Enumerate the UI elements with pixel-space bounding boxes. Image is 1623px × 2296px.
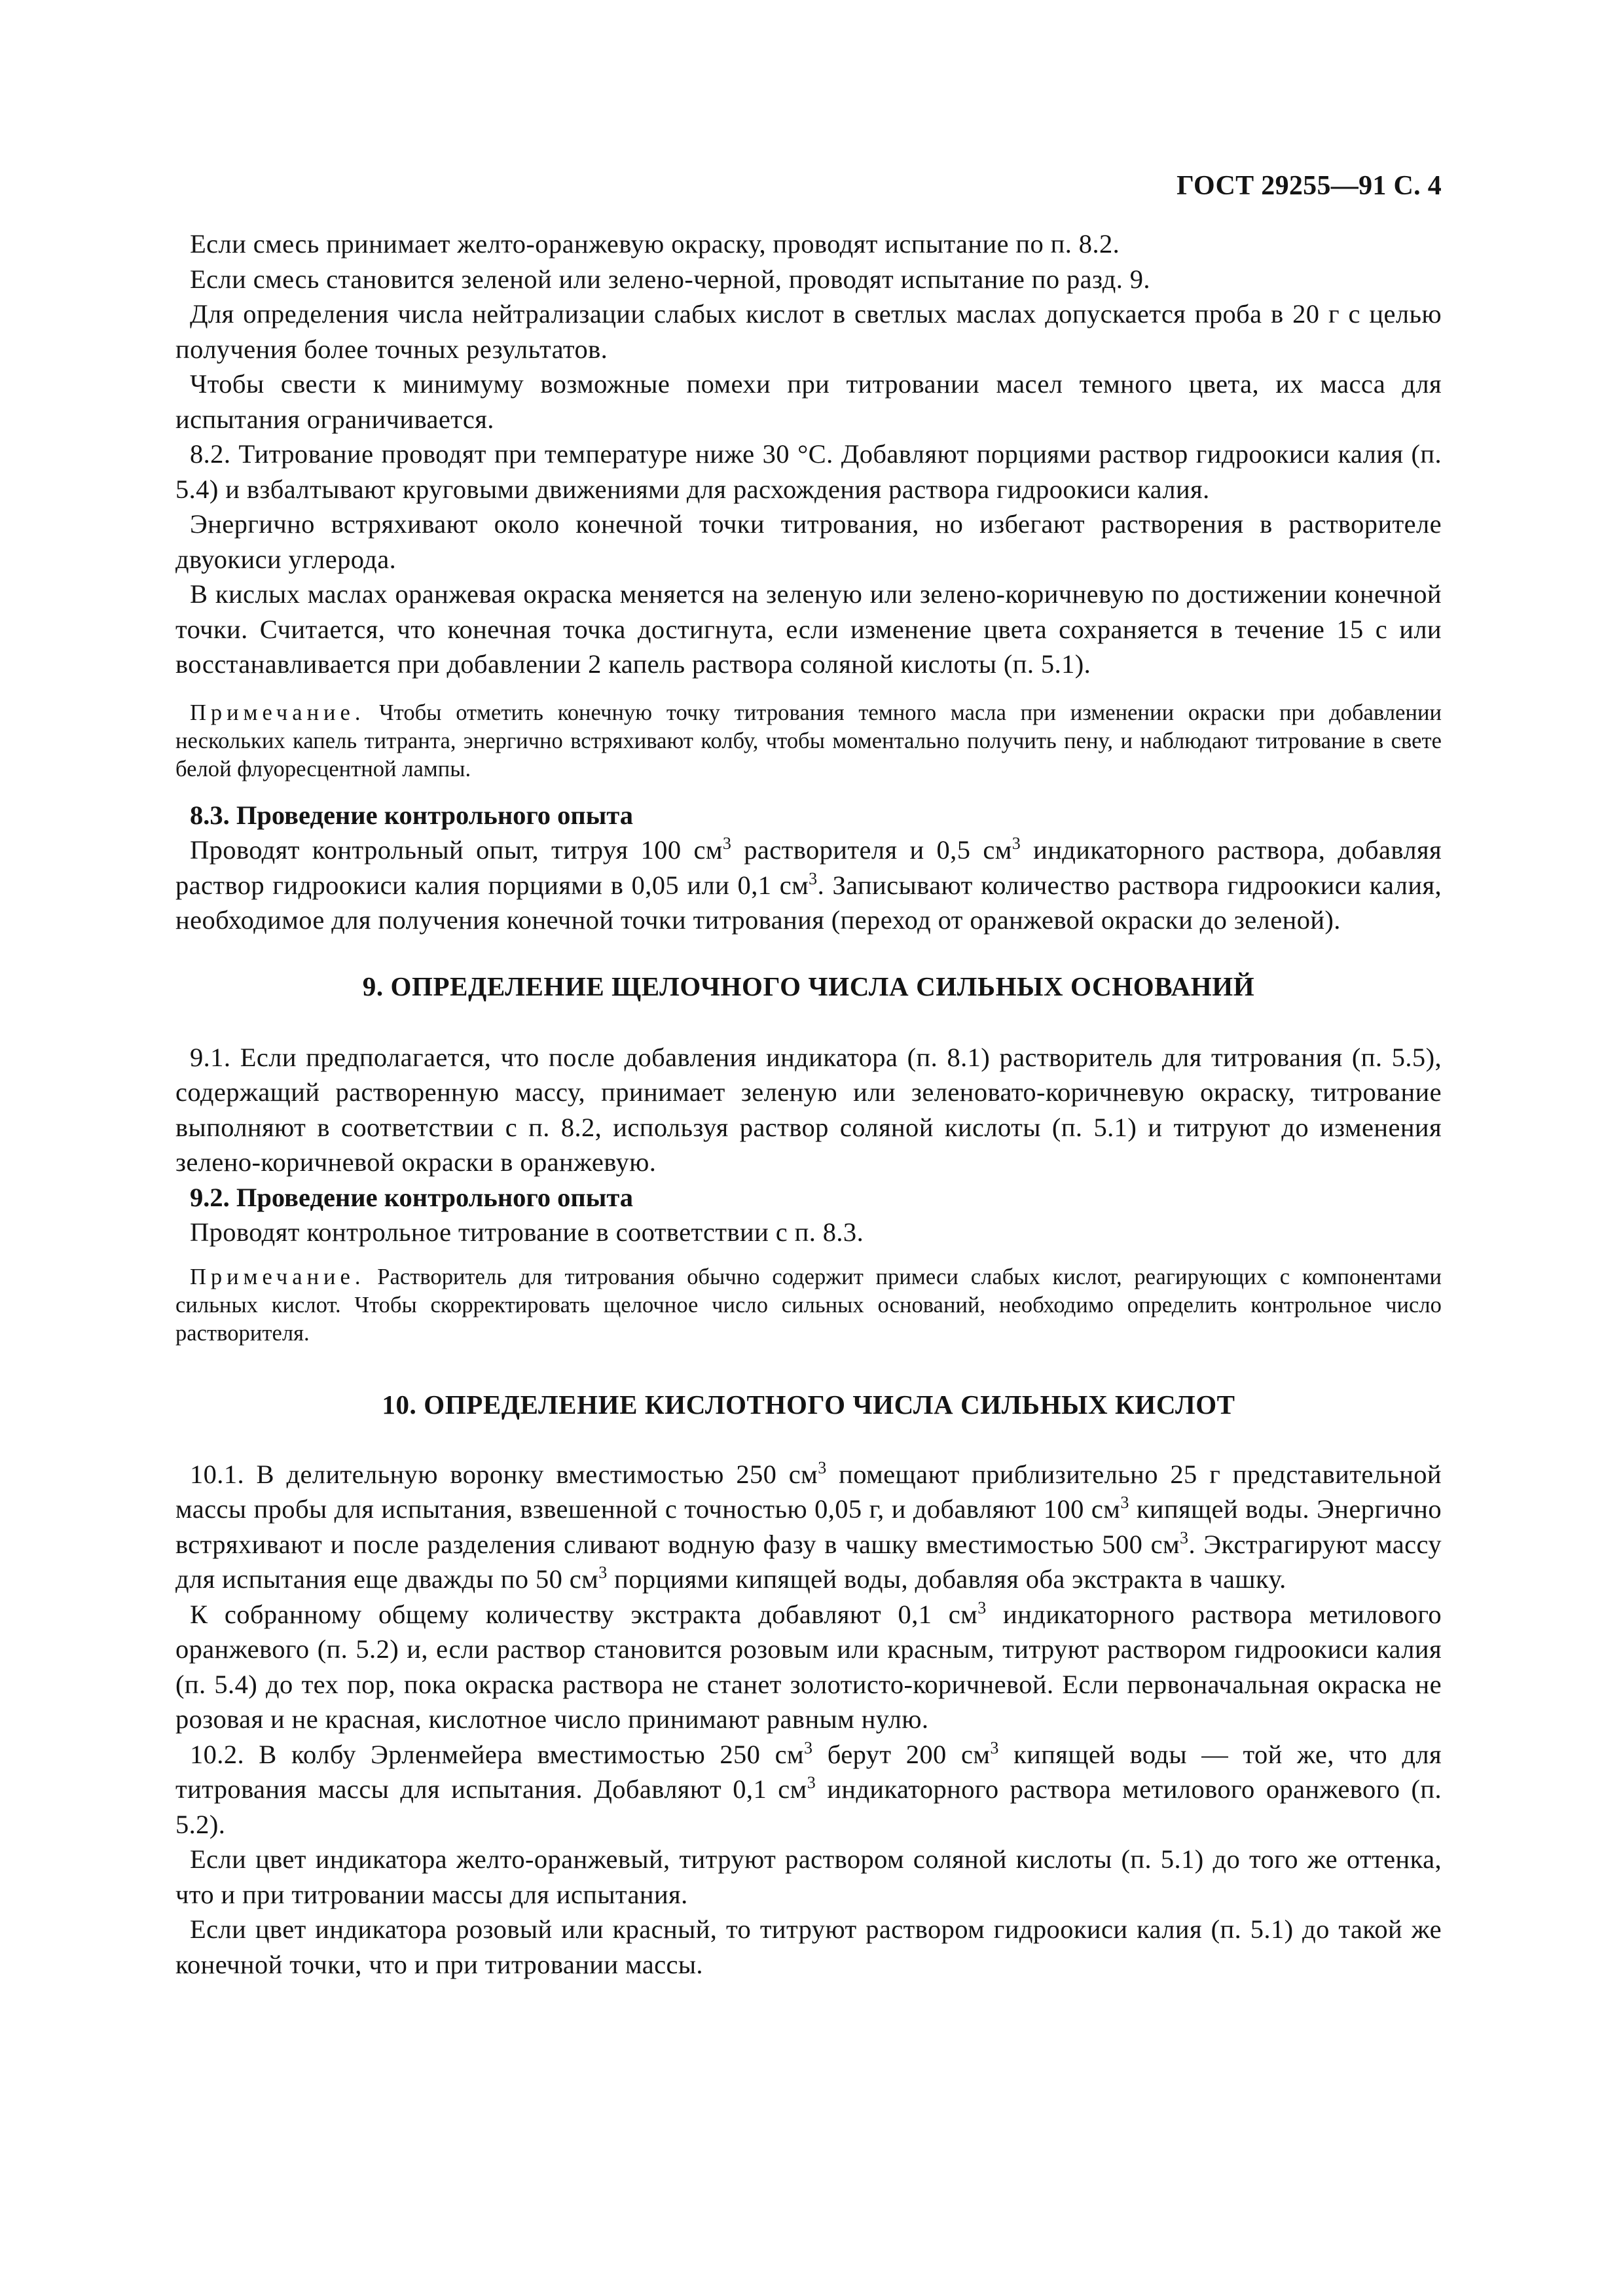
clause-9-1-paragraph: 9.1. Если предполагается, что после добавления индикатора (п. 8.1) растворитель для титрования (п. 5.5), содержащий растворенную массу, принимает зеленую или зеленовато-коричневую окраску, титрование выполняют в соответствии с п. 8.2, используя раствор соляной кислоты (п. 5.1) и титруют до изменения зелено-коричневой окраски в оранжевую. — [175, 1042, 1442, 1177]
clause-8-3-heading: 8.3. Проведение контрольного опыта — [190, 800, 634, 830]
superscript: 3 — [1012, 834, 1021, 853]
superscript: 3 — [807, 1773, 816, 1792]
clause-8-2-note — [175, 699, 1442, 783]
section-9-note — [175, 1263, 1442, 1348]
text-span: Проводят контрольный опыт, титруя 100 см — [190, 835, 723, 865]
section-9-title: 9. ОПРЕДЕЛЕНИЕ ЩЕЛОЧНОГО ЧИСЛА СИЛЬНЫХ ОСНОВАНИЙ — [362, 971, 1255, 1001]
text-span: порциями кипящей воды, добавляя оба экстракта в чашку. — [607, 1564, 1286, 1594]
intro-paragraph-4: Чтобы свести к минимуму возможные помехи при титровании масел темного цвета, их масса для испытания ограничивается. — [175, 369, 1442, 434]
superscript: 3 — [598, 1563, 608, 1582]
text-span: кипящей воды — той же, что для титрования массы для испытания. Добавляют 0,1 см — [175, 1739, 1442, 1804]
clause-9-2-heading: 9.2. Проведение контрольного опыта — [190, 1182, 634, 1212]
text-span: помещают приблизительно 25 г представительной массы пробы для испытания, взвешенной с точностью 0,05 г, и добавляют 100 см — [175, 1459, 1442, 1524]
clause-9-2-paragraph: Проводят контрольное титрование в соответствии с п. 8.3. — [190, 1217, 864, 1247]
text-span: . Записывают количество раствора гидроокиси калия, необходимое для получения конечной точки титрования (переход от оранжевой окраски до зеленой). — [175, 870, 1442, 935]
superscript: 3 — [1120, 1493, 1129, 1512]
text-span: индикаторного раствора метилового оранжевого (п. 5.2). — [175, 1774, 1442, 1839]
text-span: . Экстрагируют массу для испытания еще дважды по 50 см — [175, 1529, 1442, 1594]
page-header: ГОСТ 29255—91 С. 4 — [1176, 171, 1442, 201]
clause-10-2-paragraph-2: Если цвет индикатора желто-оранжевый, титруют раствором соляной кислоты (п. 5.1) до того же оттенка, что и при титровании массы для испытания. — [175, 1844, 1442, 1909]
clause-10-1-paragraph-1 — [175, 1457, 1442, 1597]
intro-paragraph-3: Для определения числа нейтрализации слабых кислот в светлых маслах допускается проба в 20 г с целью получения более точных результатов. — [175, 299, 1442, 364]
intro-paragraph-1: Если смесь принимает желто-оранжевую окраску, проводят испытание по п. 8.2. — [190, 229, 1120, 259]
clause-8-2-paragraph-3: В кислых маслах оранжевая окраска меняется на зеленую или зелено-коричневую по достижении конечной точки. Считается, что конечная точка достигнута, если изменение цвета сохраняется в течение 15 с или восстанавливается при добавлении 2 капель раствора соляной кислоты (п. 5.1). — [175, 579, 1442, 679]
text-span: индикаторного раствора, добавляя раствор гидроокиси калия порциями в 0,05 или 0,1 см — [175, 835, 1442, 900]
superscript: 3 — [990, 1738, 999, 1757]
text-span: кипящей воды. Энергично встряхивают и после разделения сливают водную фазу в чашку вместимостью 500 см — [175, 1494, 1442, 1559]
text-span: растворителя и 0,5 см — [731, 835, 1012, 865]
superscript: 3 — [722, 834, 732, 853]
superscript: 3 — [1180, 1528, 1189, 1547]
superscript: 3 — [804, 1738, 813, 1757]
section-10-title: 10. ОПРЕДЕЛЕНИЕ КИСЛОТНОГО ЧИСЛА СИЛЬНЫХ КИСЛОТ — [382, 1389, 1235, 1420]
clause-8-3-paragraph — [175, 833, 1442, 938]
text-span: индикаторного раствора метилового оранжевого (п. 5.2) и, если раствор становится розовым или красным, титруют раствором гидроокиси калия (п. 5.4) до тех пор, пока окраска раствора не станет золотисто-коричневой. Если первоначальная окраска не розовая и не красная, кислотное число принимают равным нулю. — [175, 1599, 1442, 1734]
clause-10-2-paragraph-1 — [175, 1737, 1442, 1842]
text-span: 10.2. В колбу Эрленмейера вместимостью 250 см — [190, 1739, 805, 1769]
text-span: берут 200 см — [812, 1739, 991, 1769]
note-label: Примечание. — [190, 1264, 365, 1289]
clause-10-2-paragraph-3: Если цвет индикатора розовый или красный, то титруют раствором гидроокиси калия (п. 5.1) до такой же конечной точки, что и при титровании массы. — [175, 1914, 1442, 1979]
superscript: 3 — [818, 1458, 827, 1477]
clause-8-2-paragraph-1: 8.2. Титрование проводят при температуре ниже 30 °С. Добавляют порциями раствор гидроокиси калия (п. 5.4) и взбалтывают круговыми движениями для расхождения раствора гидроокиси калия. — [175, 439, 1442, 504]
text-span: 10.1. В делительную воронку вместимостью 250 см — [190, 1459, 818, 1489]
page-content — [175, 226, 1442, 1982]
superscript: 3 — [809, 869, 818, 888]
text-span: К собранному общему количеству экстракта добавляют 0,1 см — [190, 1599, 978, 1629]
note-text: Растворитель для титрования обычно содержит примеси слабых кислот, реагирующих с компонентами сильных кислот. Чтобы скорректировать щелочное число сильных оснований, необходимо определить контрольное число растворителя. — [175, 1264, 1442, 1346]
intro-paragraph-2: Если смесь становится зеленой или зелено-черной, проводят испытание по разд. 9. — [190, 264, 1150, 294]
note-text: Чтобы отметить конечную точку титрования темного масла при изменении окраски при добавлении нескольких капель титранта, энергично встряхивают колбу, чтобы моментально получить пену, и наблюдают титрование в свете белой флуоресцентной лампы. — [175, 700, 1442, 781]
clause-10-1-paragraph-2 — [175, 1597, 1442, 1737]
superscript: 3 — [977, 1598, 987, 1617]
clause-8-2-paragraph-2: Энергично встряхивают около конечной точки титрования, но избегают растворения в растворителе двуокиси углерода. — [175, 509, 1442, 574]
note-label: Примечание. — [190, 700, 365, 725]
